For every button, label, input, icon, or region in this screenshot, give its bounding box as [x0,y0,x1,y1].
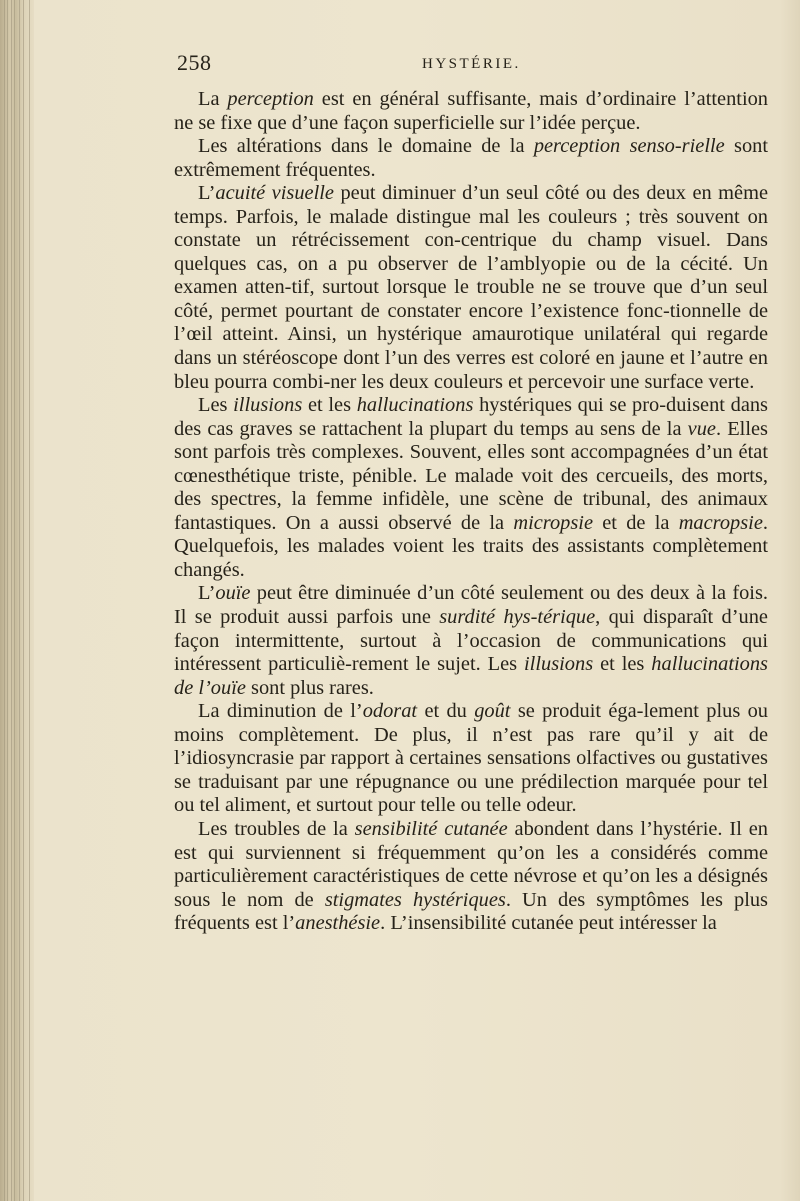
text-run: , qui disparaît d’une façon intermittente, surtout à l’occasion de communications qui intéressent particuliè-rement le sujet. Les [174,606,768,676]
text-run: . Elles sont parfois très complexes. Souvent, elles sont accompagnées d’un état cœnesthétique triste, pénible. Le malade voit des cercueils, des morts, des spectres, la femme infidèle, une scène de tribunal, des animaux fantastiques. On a aussi observé de la [174,417,768,534]
italic-text: ouïe [215,582,251,605]
page-binding-edge [0,0,34,1201]
italic-text: hallucinations de l’ouïe [174,653,768,699]
italic-text: illusions [524,653,594,676]
text-run: . L’insensibilité cutanée peut intéresser la [380,912,717,935]
text-run: L’ [198,582,216,605]
text-run: . Un des symptômes les plus fréquents est l’ [174,888,768,935]
italic-text: hallucinations [356,394,474,417]
page-header [177,50,767,80]
text-run: abondent dans l’hystérie. Il en est qui surviennent si fréquemment qu’on les a considérés comme particulièrement caractéristiques de cette névrose et qu’on les a désignés sous le nom de [174,817,768,911]
italic-text: vue [687,417,716,440]
italic-text: sensibilité cutanée [354,817,508,840]
text-run: peut être diminuée d’un côté seulement ou des deux à la fois. Il se produit aussi parfois une [174,582,768,629]
text-run: et les [593,653,652,676]
text-run: et les [302,394,357,417]
italic-text: goût [474,700,511,723]
italic-text: anesthésie [295,912,381,935]
italic-text: macropsie [678,511,763,534]
paragraph [174,818,768,936]
text-run: et du [417,700,475,723]
paragraph [174,582,768,700]
italic-text: odorat [362,700,418,723]
text-run: sont extrêmement fréquentes. [174,135,769,181]
text-run: peut diminuer d’un seul côté ou des deux en même temps. Parfois, le malade distingue mal les couleurs ; très souvent on constate un rétrécissement con-centrique du champ visuel. Dans quelques cas, on a pu observer de l’amblyopie ou de la cécité. Un examen atten-tif, surtout lorsque le trouble ne se trouve que d’un seul côté, permet pourtant de constater encore l’existence fonc-tionnelle de l’œil atteint. Ainsi, un hystérique amaurotique unilatéral qui regarde dans un stéréoscope dont l’un des verres est coloré en jaune et l’autre en bleu pourra combi-ner les deux couleurs et percevoir une surface verte. [174,182,768,393]
italic-text: surdité hys-térique [439,606,596,629]
paragraph [174,394,768,582]
text-run: est en général suffisante, mais d’ordinaire l’attention ne se fixe que d’une façon superficielle sur l’idée perçue. [174,88,768,134]
italic-text: perception [227,88,314,110]
text-run: Les altérations dans le domaine de la [198,135,534,158]
text-run: La [198,88,228,110]
body-text [174,88,768,936]
text-run: La diminution de l’ [198,700,363,723]
text-run: et de la [593,511,679,534]
paragraph [174,88,768,135]
running-head: HYSTÉRIE. [422,56,521,72]
paragraph [174,135,768,182]
paragraph [174,182,768,394]
italic-text: illusions [233,394,303,417]
italic-text: acuité visuelle [215,182,334,205]
paragraph [174,700,768,818]
italic-text: perception senso-rielle [533,135,725,158]
text-run: . Quelquefois, les malades voient les traits des assistants complètement changés. [174,511,768,581]
text-run: L’ [198,182,216,205]
text-run: sont plus rares. [245,676,374,699]
italic-text: stigmates hystériques [324,888,506,911]
italic-text: micropsie [513,511,594,534]
text-run: Les [198,394,234,417]
text-run: hystériques qui se pro-duisent dans des cas graves se rattachent la plupart du temps au sens de la [174,394,768,440]
text-run: se produit éga-lement plus ou moins complètement. De plus, il n’est pas rare qu’il y ait de l’idiosyncrasie par rapport à certaines sensations olfactives ou gustatives se traduisant par une répugnance ou une prédilection marquée pour tel ou tel aliment, et surtout pour telle ou telle odeur. [174,700,768,817]
page-number: 258 [177,50,212,75]
text-run: Les troubles de la [198,817,355,840]
